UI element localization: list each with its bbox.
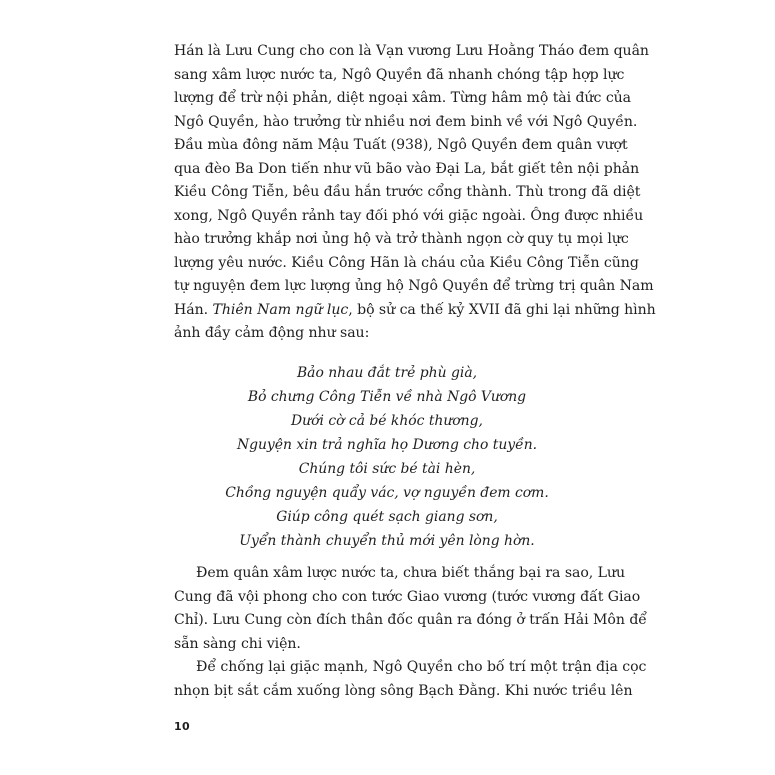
para2-line-1: Đem quân xâm lược nước ta, chưa biết thắng bại ra sao, Lưu bbox=[196, 565, 626, 581]
para1-line-9: hào trưởng khắp nơi ủng hộ và trở thành ngọn cờ quy tụ mọi lực bbox=[174, 231, 629, 247]
para2-line-3: Chỉ). Lưu Cung còn đích thân đốc quân ra đóng ở trấn Hải Môn để bbox=[174, 612, 647, 628]
para1-line-5: Đầu mùa đông năm Mậu Tuất (938), Ngô Quyền đem quân vượt bbox=[174, 137, 628, 153]
para1-line-11: tự nguyện đem lực lượng ủng hộ Ngô Quyền để trừng trị quân Nam bbox=[174, 278, 654, 294]
line-suffix: , bộ sử ca thế kỷ XVII đã ghi lại những hình bbox=[348, 301, 656, 318]
page-number: 10 bbox=[174, 720, 190, 733]
para1-line-10: lượng yêu nước. Kiều Công Hãn là cháu của Kiều Công Tiễn cũng bbox=[174, 254, 639, 271]
para3-line-2: nhọn bịt sắt cắm xuống lòng sông Bạch Đằng. Khi nước triều lên bbox=[174, 682, 633, 699]
para1-line-12 bbox=[174, 299, 656, 323]
verse-line-4: Nguyện xin trả nghĩa họ Dương cho tuyền. bbox=[236, 437, 538, 453]
verse-line-6: Chồng nguyện quẩy vác, vợ nguyền đem cơm. bbox=[225, 485, 549, 501]
verse-line-2: Bỏ chưng Công Tiễn về nhà Ngô Vương bbox=[247, 389, 527, 405]
para1-line-6: qua đèo Ba Don tiến như vũ bão vào Đại La, bắt giết tên nội phản bbox=[174, 160, 640, 177]
para1-line-1: Hán là Lưu Cung cho con là Vạn vương Lưu Hoằng Tháo đem quân bbox=[174, 43, 649, 59]
para2-line-4: sẵn sàng chi viện. bbox=[174, 635, 301, 652]
para1-line-2: sang xâm lược nước ta, Ngô Quyền đã nhanh chóng tập hợp lực bbox=[174, 66, 625, 83]
verse-line-8: Uyển thành chuyển thủ mới yên lòng hờn. bbox=[239, 533, 535, 549]
para1-line-8: xong, Ngô Quyền rảnh tay đối phó với giặc ngoài. Ông được nhiều bbox=[174, 207, 644, 224]
para1-line-7: Kiều Công Tiễn, bêu đầu hắn trước cổng thành. Thù trong đã diệt bbox=[174, 184, 641, 200]
para1-line-3: lượng để trừ nội phản, diệt ngoại xâm. Từng hâm mộ tài đức của bbox=[174, 90, 632, 106]
verse-line-7: Giúp công quét sạch giang sơn, bbox=[276, 509, 498, 525]
para3-line-1: Để chống lại giặc mạnh, Ngô Quyền cho bố trí một trận địa cọc bbox=[196, 659, 647, 675]
verse-line-1: Bảo nhau đắt trẻ phù già, bbox=[296, 365, 478, 381]
para1-line-4: Ngô Quyền, hào trưởng từ nhiều nơi đem binh về với Ngô Quyền. bbox=[174, 113, 638, 130]
verse-line-5: Chúng tôi sức bé tài hèn, bbox=[298, 461, 476, 477]
para1-line-13: ảnh đầy cảm động như sau: bbox=[174, 325, 370, 341]
book-title: Thiên Nam ngữ lục bbox=[212, 301, 349, 318]
line-prefix: Hán. bbox=[174, 301, 213, 318]
verse-line-3: Dưới cờ cả bé khóc thương, bbox=[291, 413, 483, 429]
para2-line-2: Cung đã vội phong cho con tước Giao vương (tước vương đất Giao bbox=[174, 588, 641, 605]
